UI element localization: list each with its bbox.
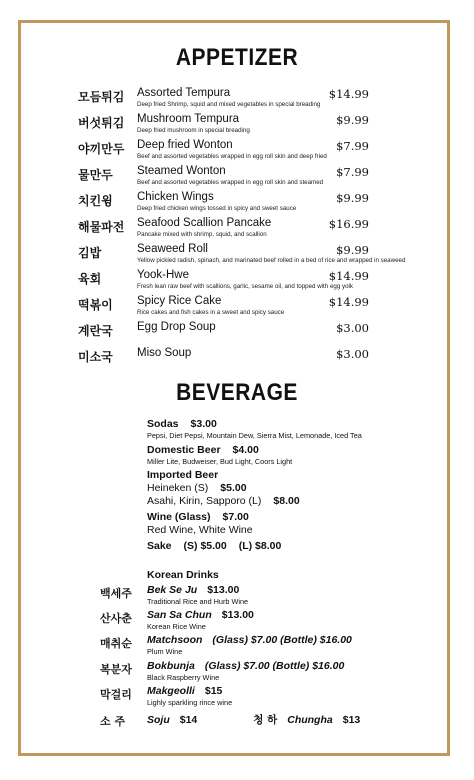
soju-chungha-row bbox=[0, 712, 474, 736]
appetizer-item bbox=[0, 295, 474, 319]
appetizer-price: $16.99 bbox=[328, 217, 369, 231]
korean-drink-item bbox=[0, 584, 474, 608]
imported-beer-heineken: Heineken (S) bbox=[147, 482, 209, 494]
appetizer-price: $7.99 bbox=[336, 165, 369, 179]
appetizer-price: $3.00 bbox=[336, 321, 369, 335]
appetizer-korean-name: 미소국 bbox=[78, 350, 113, 364]
korean-drink-description: Lighly sparkling rince wine bbox=[147, 698, 233, 707]
appetizer-name: Egg Drop Soup bbox=[137, 321, 216, 333]
appetizer-item bbox=[0, 347, 474, 371]
korean-drink-item bbox=[0, 634, 474, 658]
domestic-beer-desc: Miller Lite, Budweiser, Bud Light, Coors Light bbox=[147, 457, 293, 466]
imported-beer-price1: $5.00 bbox=[220, 482, 247, 494]
appetizer-item bbox=[0, 269, 474, 293]
korean-drink-description: Traditional Rice and Hurb Wine bbox=[147, 597, 249, 606]
korean-drink-name: Makgeolli bbox=[147, 685, 195, 697]
korean-drink-item bbox=[0, 660, 474, 684]
appetizer-korean-name: 물만두 bbox=[78, 168, 113, 182]
appetizer-description: Rice cakes and fish cakes in a sweet and spicy sauce bbox=[137, 309, 285, 316]
soju-korean: 소 주 bbox=[100, 715, 126, 728]
chungha-price: $13 bbox=[342, 714, 361, 726]
korean-drink-price: $13.00 bbox=[207, 584, 240, 596]
chungha-korean: 청 하 bbox=[253, 714, 278, 726]
appetizer-korean-name: 모듬튀김 bbox=[78, 90, 125, 104]
appetizer-korean-name: 치킨윙 bbox=[78, 194, 113, 208]
sake-label: Sake bbox=[147, 540, 172, 552]
korean-drink-line bbox=[147, 634, 352, 646]
wine-desc: Red Wine, White Wine bbox=[147, 524, 253, 536]
korean-drink-description: Plum Wine bbox=[147, 647, 183, 656]
sake-small: (S) $5.00 bbox=[183, 540, 227, 552]
korean-drink-price: $15 bbox=[204, 685, 223, 697]
appetizer-name: Chicken Wings bbox=[137, 191, 214, 203]
appetizer-korean-name: 떡볶이 bbox=[78, 298, 113, 312]
domestic-beer-label: Domestic Beer bbox=[147, 444, 221, 456]
korean-drink-name: Bokbunja bbox=[147, 660, 195, 672]
appetizer-item bbox=[0, 87, 474, 111]
wine-price: $7.00 bbox=[222, 511, 249, 523]
appetizer-price: $14.99 bbox=[328, 87, 369, 101]
appetizer-name: Steamed Wonton bbox=[137, 165, 226, 177]
korean-drink-korean-name: 산사춘 bbox=[100, 612, 132, 625]
appetizer-description: Beef and assorted vegetables wrapped in egg roll skin and steamed bbox=[137, 179, 324, 186]
appetizer-item bbox=[0, 139, 474, 163]
appetizer-description: Deep fried Shrimp, squid and mixed vegetables in special breading bbox=[137, 101, 321, 108]
imported-beer-line1 bbox=[147, 482, 247, 494]
chungha-name: Chungha bbox=[287, 714, 333, 726]
sodas-label: Sodas bbox=[147, 418, 179, 430]
wine-label: Wine (Glass) bbox=[147, 511, 211, 523]
korean-drink-name: Bek Se Ju bbox=[147, 584, 198, 596]
korean-drink-korean-name: 복분자 bbox=[100, 663, 132, 676]
soju-price: $14 bbox=[179, 714, 198, 726]
appetizer-price: $14.99 bbox=[328, 269, 369, 283]
appetizer-description: Deep fried chicken wings tossed in spicy and sweet sauce bbox=[137, 205, 297, 212]
domestic-beer-price: $4.00 bbox=[232, 444, 259, 456]
sake-line bbox=[147, 540, 281, 552]
appetizer-description: Fresh lean raw beef with scallions, garlic, sesame oil, and topped with egg yolk bbox=[137, 283, 353, 290]
sodas-line bbox=[147, 418, 217, 430]
appetizer-name: Seaweed Roll bbox=[137, 243, 208, 255]
appetizer-description: Beef and assorted vegetables wrapped in egg roll skin and deep fried bbox=[137, 153, 327, 160]
appetizer-korean-name: 계란국 bbox=[78, 324, 113, 338]
appetizer-item bbox=[0, 191, 474, 215]
korean-drink-line bbox=[147, 609, 254, 621]
korean-drink-korean-name: 백세주 bbox=[100, 587, 132, 600]
imported-beer-line2 bbox=[147, 495, 300, 507]
wine-line bbox=[147, 511, 249, 523]
appetizer-name: Deep fried Wonton bbox=[137, 139, 233, 151]
korean-drink-description: Black Raspberry Wine bbox=[147, 673, 220, 682]
korean-drink-glass-bottle-price: (Glass) $7.00 (Bottle) $16.00 bbox=[204, 660, 345, 672]
appetizer-name: Assorted Tempura bbox=[137, 87, 231, 99]
appetizer-korean-name: 김밥 bbox=[78, 246, 102, 260]
korean-drink-korean-name: 매취순 bbox=[100, 637, 132, 650]
appetizer-item bbox=[0, 243, 474, 267]
domestic-beer-line bbox=[147, 444, 259, 456]
appetizer-korean-name: 육회 bbox=[78, 272, 102, 286]
korean-drink-description: Korean Rice Wine bbox=[147, 622, 206, 631]
korean-drink-glass-bottle-price: (Glass) $7.00 (Bottle) $16.00 bbox=[212, 634, 352, 646]
appetizer-korean-name: 해물파전 bbox=[78, 220, 125, 234]
appetizer-description: Yellow pickled radish, spinach, and marinated beef rolled in a bed of rice and wrapped in seaweed bbox=[137, 257, 406, 264]
korean-drink-line bbox=[147, 685, 222, 697]
appetizer-korean-name: 버섯튀김 bbox=[78, 116, 125, 130]
appetizer-korean-name: 야끼만두 bbox=[78, 142, 125, 156]
beverage-title: BEVERAGE bbox=[176, 379, 298, 406]
appetizer-price: $9.99 bbox=[336, 191, 369, 205]
korean-drink-line bbox=[147, 660, 344, 672]
appetizer-name: Yook-Hwe bbox=[137, 269, 189, 281]
sodas-price: $3.00 bbox=[190, 418, 217, 430]
korean-drink-name: San Sa Chun bbox=[147, 609, 212, 621]
appetizer-item bbox=[0, 321, 474, 345]
appetizer-price: $9.99 bbox=[336, 243, 369, 257]
appetizer-price: $9.99 bbox=[336, 113, 369, 127]
soju-name: Soju bbox=[147, 714, 170, 726]
appetizer-item bbox=[0, 165, 474, 189]
korean-drinks-title: Korean Drinks bbox=[147, 569, 219, 581]
appetizer-description: Pancake mixed with shrimp, squid, and scallion bbox=[137, 231, 267, 238]
appetizer-item bbox=[0, 113, 474, 137]
appetizer-price: $3.00 bbox=[336, 347, 369, 361]
soju-line bbox=[147, 712, 360, 727]
korean-drink-korean-name: 막걸리 bbox=[100, 688, 132, 701]
imported-beer-asahi: Asahi, Kirin, Sapporo (L) bbox=[147, 495, 262, 507]
appetizer-price: $14.99 bbox=[328, 295, 369, 309]
sake-large: (L) $8.00 bbox=[238, 540, 282, 552]
korean-drink-line bbox=[147, 584, 239, 596]
appetizer-name: Miso Soup bbox=[137, 347, 192, 359]
imported-beer-price2: $8.00 bbox=[273, 495, 300, 507]
korean-drink-item bbox=[0, 609, 474, 633]
appetizer-name: Spicy Rice Cake bbox=[137, 295, 222, 307]
imported-beer-label: Imported Beer bbox=[147, 469, 219, 481]
appetizer-item bbox=[0, 217, 474, 241]
appetizer-title: APPETIZER bbox=[175, 44, 299, 71]
appetizer-price: $7.99 bbox=[336, 139, 369, 153]
appetizer-name: Seafood Scallion Pancake bbox=[137, 217, 272, 229]
korean-drink-price: $13.00 bbox=[221, 609, 254, 621]
appetizer-name: Mushroom Tempura bbox=[137, 113, 240, 125]
appetizer-description: Deep fried mushroom in special breading bbox=[137, 127, 250, 134]
sodas-desc: Pepsi, Diet Pepsi, Mountain Dew, Sierra Mist, Lemonade, Iced Tea bbox=[147, 431, 362, 440]
korean-drink-item bbox=[0, 685, 474, 709]
korean-drink-name: Matchsoon bbox=[147, 634, 203, 646]
